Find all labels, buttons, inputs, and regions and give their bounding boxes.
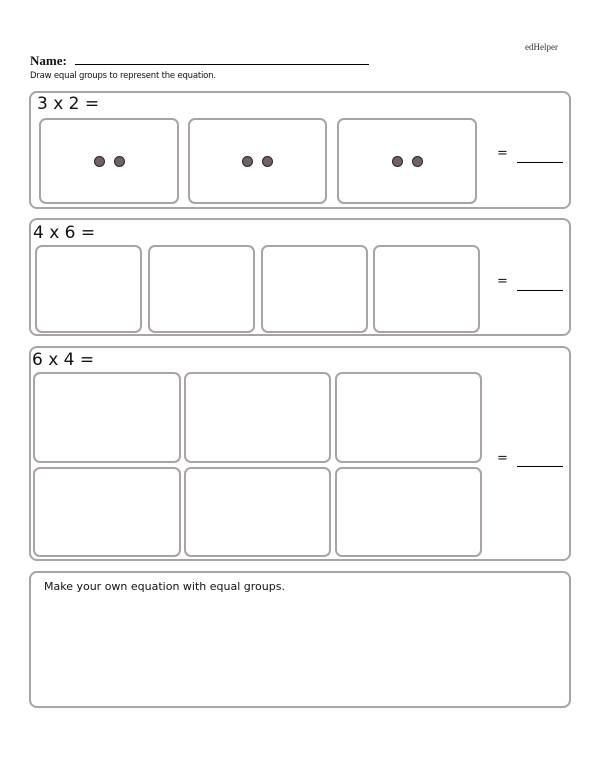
brand-label: edHelper [525, 42, 558, 52]
group-box[interactable] [373, 245, 480, 333]
dot-icon [412, 156, 423, 167]
equation-3: 6 x 4 = [32, 350, 95, 370]
group-box[interactable] [148, 245, 255, 333]
equation-2: 4 x 6 = [33, 223, 96, 243]
dot-icon [262, 156, 273, 167]
group-box[interactable] [39, 118, 179, 204]
equation-1: 3 x 2 = [37, 94, 100, 114]
equals-sign: = [497, 451, 508, 466]
group-box[interactable] [184, 372, 331, 463]
dot-icon [94, 156, 105, 167]
answer-field-3[interactable] [517, 466, 563, 467]
equals-sign: = [497, 274, 508, 289]
group-box[interactable] [188, 118, 327, 204]
group-box[interactable] [35, 245, 142, 333]
dot-icon [114, 156, 125, 167]
name-label: Name: [30, 53, 67, 68]
group-box[interactable] [33, 372, 181, 463]
equals-sign: = [497, 146, 508, 161]
dot-icon [392, 156, 403, 167]
group-box[interactable] [261, 245, 368, 333]
instructions: Draw equal groups to represent the equation. [30, 71, 216, 81]
answer-field-2[interactable] [517, 290, 563, 291]
name-field[interactable] [75, 64, 369, 65]
group-box[interactable] [335, 372, 482, 463]
own-equation-prompt: Make your own equation with equal groups. [44, 580, 285, 593]
answer-field-1[interactable] [517, 162, 563, 163]
dot-icon [242, 156, 253, 167]
group-box[interactable] [33, 467, 181, 557]
group-box[interactable] [184, 467, 331, 557]
group-box[interactable] [337, 118, 477, 204]
group-box[interactable] [335, 467, 482, 557]
